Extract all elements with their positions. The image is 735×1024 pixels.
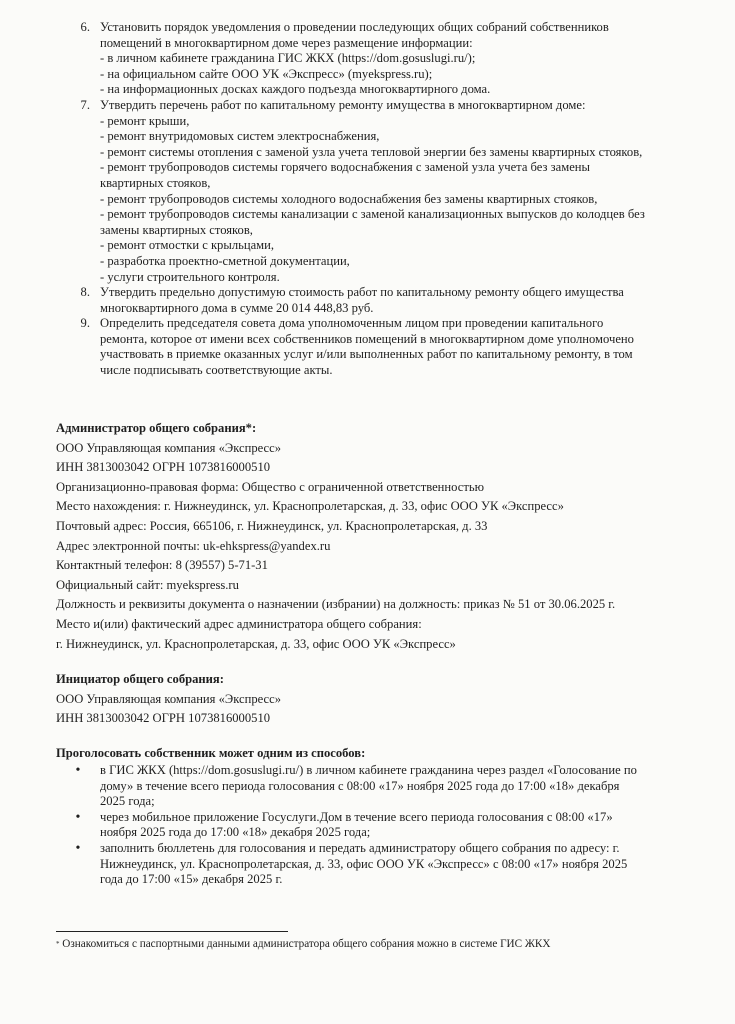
initiator-line: ООО Управляющая компания «Экспресс» [56, 691, 282, 706]
item-text: Определить председателя совета дома уполномоченным лицом при проведении капитального [100, 316, 604, 331]
voting-methods-list [56, 763, 696, 888]
item-text: - ремонт отмостки с крыльцами, [100, 238, 275, 253]
footnote-divider [56, 931, 288, 932]
administrator-line: Должность и реквизиты документа о назначении (избрании) на должность: приказ № 51 от 30.06.2025 г. [56, 597, 616, 612]
item-number: 8. [80, 285, 90, 300]
administrator-line: Организационно-правовая форма: Общество с ограниченной ответственностью [56, 479, 485, 494]
administrator-section [56, 419, 696, 654]
initiator-section [56, 670, 696, 729]
item-number: 6. [80, 20, 90, 34]
item-text: - ремонт трубопроводов системы горячего водоснабжения с заменой узла учета без замены [100, 160, 590, 175]
decision-list [56, 20, 696, 379]
list-item [56, 285, 696, 316]
list-item [56, 841, 696, 888]
bullet-icon: • [75, 763, 81, 778]
item-text: - в личном кабинете гражданина ГИС ЖКХ (https://dom.gosuslugi.ru/); [100, 51, 476, 66]
footnote [56, 937, 550, 951]
bullet-text: заполнить бюллетень для голосования и передать администратору общего собрания по адресу: г. [100, 840, 620, 855]
administrator-line: Место и(или) фактический адрес администратора общего собрания: [56, 616, 422, 631]
bullet-icon: • [75, 840, 81, 856]
item-text: - на информационных досках каждого подъезда многоквартирного дома. [100, 82, 491, 97]
bullet-text: ноября 2025 года до 17:00 «18» декабря 2025 года; [100, 825, 371, 840]
list-item [56, 763, 696, 810]
bullet-text: года до 17:00 «15» декабря 2025 г. [100, 872, 283, 887]
administrator-line: Контактный телефон: 8 (39557) 5-71-31 [56, 558, 268, 573]
item-number: 9. [80, 316, 90, 331]
item-text: - ремонт внутридомовых систем электроснабжения, [100, 129, 380, 144]
item-text: - ремонт трубопроводов системы холодного водоснабжения без замены квартирных стояков, [100, 191, 598, 206]
item-text: многоквартирного дома в сумме 20 014 448,83 руб. [100, 300, 374, 315]
item-text: - ремонт системы отопления с заменой узла учета тепловой энергии без замены квартирных стояков, [100, 144, 643, 159]
administrator-line: г. Нижнеудинск, ул. Краснопролетарская, д. 33, офис ООО УК «Экспресс» [56, 636, 456, 651]
list-item [56, 20, 696, 98]
bullet-text: Нижнеудинск, ул. Краснопролетарская, д. 33, офис ООО УК «Экспресс» с 08:00 «17» ноября 2025 [100, 856, 628, 871]
initiator-heading: Инициатор общего собрания: [56, 672, 224, 686]
list-item [56, 316, 696, 378]
item-text: Утвердить перечень работ по капитальному ремонту имущества в многоквартирном доме: [100, 97, 586, 112]
voting-heading: Проголосовать собственник может одним из способов: [56, 746, 366, 760]
item-text: замены квартирных стояков, [100, 222, 253, 237]
item-text: - услуги строительного контроля. [100, 269, 280, 284]
item-text: квартирных стояков, [100, 175, 211, 190]
list-item [56, 98, 696, 285]
item-text: ремонта, которое от имени всех собственников помещений в многоквартирном доме уполномочено [100, 331, 634, 346]
item-text: Утвердить предельно допустимую стоимость работ по капитальному ремонту общего имущества [100, 285, 624, 300]
bullet-icon: • [75, 809, 81, 825]
item-text: участвовать в приемке оказанных услуг и/или выполненных работ по капитальному ремонту, в том [100, 347, 633, 362]
footnote-mark: * [56, 940, 60, 948]
footnote-text: Ознакомиться с паспортными данными администратора общего собрания можно в системе ГИС ЖКХ [62, 938, 551, 950]
bullet-text: дому» в течение всего периода голосования с 08:00 «17» ноября 2025 года до 17:00 «18» декабря [100, 778, 620, 793]
administrator-line: ООО Управляющая компания «Экспресс» [56, 440, 282, 455]
voting-section [56, 744, 696, 764]
item-text: - разработка проектно-сметной документации, [100, 253, 350, 268]
administrator-line: ИНН 3813003042 ОГРН 1073816000510 [56, 460, 271, 475]
administrator-line: Место нахождения: г. Нижнеудинск, ул. Краснопролетарская, д. 33, офис ООО УК «Экспресс» [56, 499, 564, 514]
initiator-line: ИНН 3813003042 ОГРН 1073816000510 [56, 711, 271, 726]
item-text: числе подписывать соответствующие акты. [100, 363, 333, 378]
item-text: помещений в многоквартирном доме через размещение информации: [100, 35, 473, 50]
item-text: - ремонт крыши, [100, 113, 190, 128]
bullet-text: через мобильное приложение Госуслуги.Дом в течение всего периода голосования с 08:00 «17» [100, 809, 613, 824]
administrator-heading: Администратор общего собрания*: [56, 421, 257, 435]
administrator-line: Почтовый адрес: Россия, 665106, г. Нижнеудинск, ул. Краснопролетарская, д. 33 [56, 518, 488, 533]
item-text: - ремонт трубопроводов системы канализации с заменой канализационных выпусков до колодцев без [100, 207, 645, 222]
administrator-line: Официальный сайт: myekspress.ru [56, 577, 239, 592]
bullet-text: 2025 года; [100, 794, 155, 809]
bullet-text: в ГИС ЖКХ (https://dom.gosuslugi.ru/) в личном кабинете гражданина через раздел «Голосование по [100, 763, 637, 777]
item-text: Установить порядок уведомления о проведении последующих общих собраний собственников [100, 20, 609, 34]
administrator-line: Адрес электронной почты: uk-ehkspress@yandex.ru [56, 538, 331, 553]
list-item [56, 810, 696, 841]
item-number: 7. [80, 97, 90, 112]
item-text: - на официальном сайте ООО УК «Экспресс» (myekspress.ru); [100, 66, 433, 81]
